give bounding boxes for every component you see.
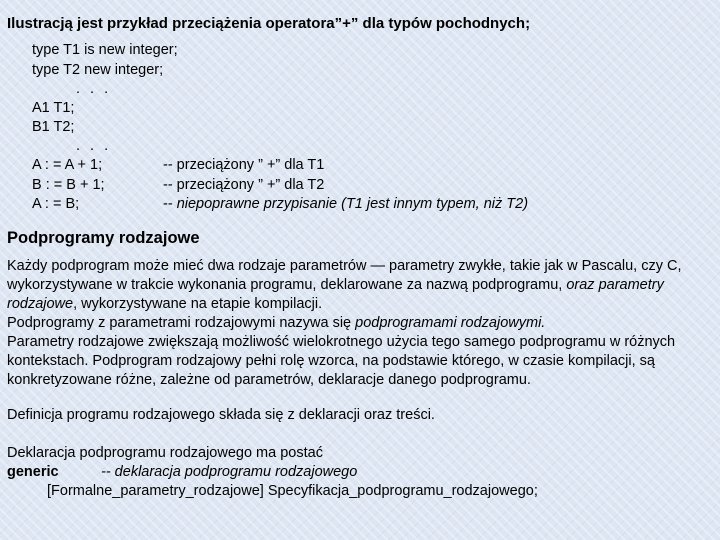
paragraph-definition: Definicja programu rodzajowego składa się z deklaracji oraz treści. [7, 407, 435, 423]
code-comment-error [163, 195, 528, 213]
code-comment-error-text: niepoprawne przypisanie (T1 jest innym typem, niż T2) [176, 196, 529, 212]
code-line-assign-a: A : = A + 1; [32, 157, 103, 173]
code-line-type-t1: type T1 is new integer; [32, 42, 178, 58]
section-heading: Podprogramy rodzajowe [7, 229, 200, 247]
generic-comment: -- deklaracja podprogramu rodzajowego [101, 464, 358, 480]
paragraph-text: , wykorzystywane na etapie kompilacji. [73, 296, 323, 312]
declaration-intro: Deklaracja podprogramu rodzajowego ma postać [7, 445, 323, 461]
code-comment-t2: -- przeciążony ” +” dla T2 [163, 177, 325, 193]
slide-title: Ilustracją jest przykład przeciążenia operatora”+” dla typów pochodnych; [7, 15, 531, 32]
paragraph-text: Podprogramy z parametrami rodzajowymi nazywa się [7, 315, 356, 331]
paragraph-generic-parameters [7, 257, 713, 390]
paragraph-text: Parametry rodzajowe zwiększają możliwość wielokrotnego użycia tego samego podprogramu w różnych kontekstach. Podprogram rodzajowy pełni rolę wzorca, na podstawie którego, w czasie kompilacji, są konkretyzowane różne, zależne od parametrów, deklaracje danego podprogramu. [7, 334, 676, 388]
paragraph-italic-text: oraz parametry rodzajowe [7, 277, 664, 312]
paragraph-text: Każdy podprogram może mieć dwa rodzaje parametrów — parametry zwykłe, takie jak w Pascalu, czy C, wykorzystywane w trakcie wykonania programu, deklarowane za nazwą podprogramu, [7, 258, 682, 293]
declaration-syntax: [Formalne_parametry_rodzajowe] Specyfikacja_podprogramu_rodzajowego; [47, 483, 538, 499]
generic-keyword: generic [7, 464, 59, 480]
code-ellipsis: . . . [76, 81, 112, 97]
code-line-assign-b: B : = B + 1; [32, 177, 105, 193]
code-line-a1: A1 T1; [32, 100, 75, 116]
code-line-assign-ab: A : = B; [32, 196, 80, 212]
code-comment-t1: -- przeciążony ” +” dla T1 [163, 157, 325, 173]
code-comment-prefix: -- [163, 196, 177, 212]
code-line-type-t2: type T2 new integer; [32, 62, 164, 78]
code-ellipsis: . . . [76, 138, 112, 154]
paragraph-italic-text: podprogramami rodzajowymi. [355, 315, 546, 331]
code-line-b1: B1 T2; [32, 119, 75, 135]
